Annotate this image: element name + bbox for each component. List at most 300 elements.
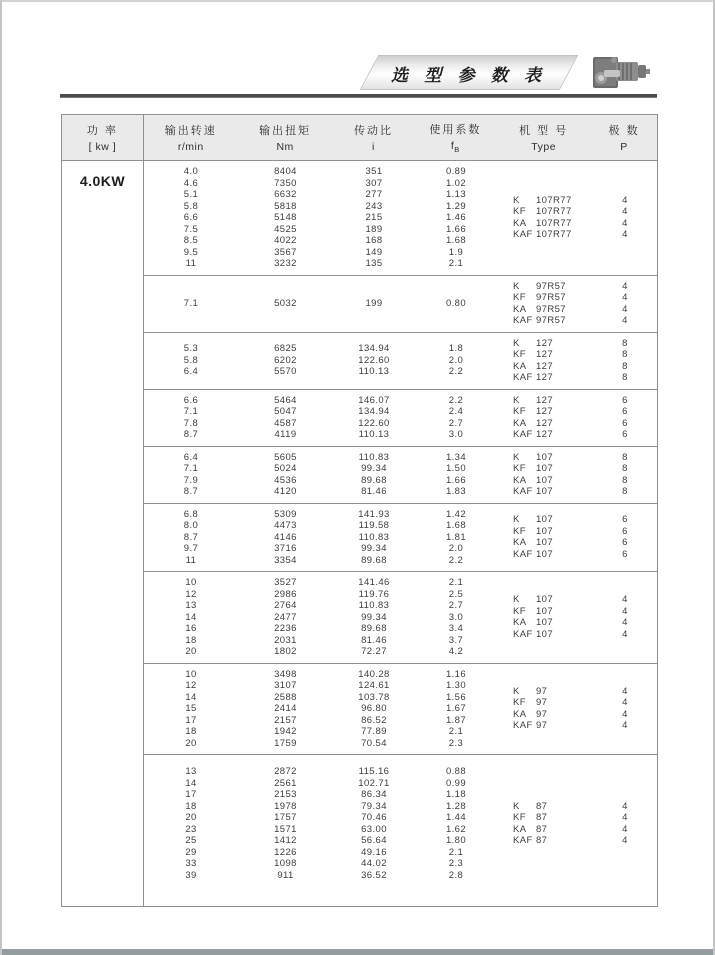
fb-value: 0.80: [445, 297, 467, 309]
speed-value-column: [144, 395, 238, 441]
poles-value: 4: [622, 280, 628, 292]
torque-value-column: [238, 509, 333, 567]
selection-table: [61, 114, 658, 907]
type-prefix: K: [513, 514, 520, 526]
fb-value: 1.30: [445, 680, 467, 691]
col-header-factor-unit: $f_B$: [450, 139, 460, 155]
type-label: [497, 812, 592, 824]
torque-value: 4536: [274, 474, 297, 486]
type-prefix: K: [513, 685, 520, 697]
torque-value: 5464: [274, 394, 297, 406]
fb-value: 2.2: [448, 394, 464, 406]
torque-value: 4146: [274, 531, 297, 543]
torque-value: 911: [277, 869, 294, 881]
ratio-value: 141.46: [358, 577, 390, 588]
col-header-poles-cn: 极 数: [608, 125, 640, 137]
type-prefix: K: [513, 194, 520, 206]
poles-value: 4: [622, 206, 628, 218]
type-label: [497, 281, 592, 293]
table-group-3: [144, 333, 658, 390]
type-label: [497, 372, 592, 384]
ratio-value-column: [333, 166, 415, 270]
type-model-number: 107: [536, 628, 554, 640]
type-row: [497, 304, 658, 316]
poles-value: 8: [622, 349, 628, 360]
type-poles-column: [497, 281, 658, 327]
torque-value: 2031: [274, 634, 297, 646]
torque-value: 4525: [274, 223, 297, 235]
torque-value: 1226: [274, 846, 297, 858]
torque-value: 4120: [274, 486, 297, 497]
poles-value: 8: [622, 451, 628, 463]
fb-value: 1.66: [445, 474, 467, 486]
fb-value: 1.18: [445, 789, 467, 800]
torque-value-column: [238, 669, 333, 750]
type-prefix: KF: [513, 463, 526, 474]
fb-value: 2.3: [448, 858, 464, 869]
type-prefix: KAF: [513, 628, 533, 640]
table-group-inner: [144, 572, 658, 663]
ratio-value: 89.68: [361, 554, 387, 566]
type-poles-column: [497, 452, 658, 498]
type-prefix: KA: [513, 303, 527, 315]
torque-value: 5570: [274, 366, 297, 378]
type-poles-column: [497, 594, 658, 640]
speed-value: 29: [185, 846, 197, 858]
col-header-type-unit: Type: [531, 141, 557, 153]
fb-value-column: [415, 166, 497, 270]
fb-value: 1.44: [445, 812, 467, 823]
torque-value: 6825: [274, 343, 297, 355]
poles-value: 4: [622, 835, 628, 846]
table-group-2: [144, 276, 658, 333]
type-row: [497, 361, 658, 373]
fb-value: 2.2: [448, 366, 464, 378]
fb-value-column: [415, 343, 497, 378]
type-prefix: KAF: [513, 720, 533, 732]
ratio-value-column: [333, 669, 415, 750]
ratio-value: 110.83: [358, 531, 390, 543]
torque-value: 5024: [274, 463, 297, 474]
fb-value-column: [415, 766, 497, 881]
type-label: [497, 349, 592, 361]
speed-value: 39: [185, 869, 197, 881]
table-group-inner: [144, 161, 658, 275]
ratio-value: 44.02: [361, 858, 387, 869]
torque-value: 5148: [274, 212, 297, 223]
speed-value: 12: [185, 588, 197, 600]
poles-value: 4: [622, 605, 628, 617]
speed-value: 20: [185, 737, 197, 749]
col-header-ratio-cn: 传动比: [353, 125, 393, 137]
ratio-value-column: [333, 766, 415, 881]
type-prefix: KF: [513, 292, 526, 303]
fb-value: 3.4: [448, 623, 464, 634]
poles-value: 6: [622, 394, 628, 406]
speed-value: 14: [185, 611, 197, 623]
speed-value: 8.7: [183, 429, 199, 440]
fb-value-column: [415, 452, 497, 498]
type-row: [497, 372, 658, 384]
ratio-value-column: [333, 298, 415, 310]
type-model-number: 107: [536, 537, 554, 549]
torque-value: 5047: [274, 406, 297, 417]
col-header-speed: [144, 115, 238, 160]
poles-value: 6: [622, 417, 628, 429]
col-header-poles: [591, 115, 657, 160]
fb-value: 1.87: [445, 714, 467, 726]
type-prefix: KAF: [513, 835, 533, 846]
type-model-number: 107: [536, 463, 554, 474]
type-label: [497, 486, 592, 498]
type-label: [497, 537, 592, 549]
table-group-5: [144, 447, 658, 504]
torque-value: 4119: [274, 429, 297, 440]
poles-value: 8: [622, 360, 628, 372]
speed-value: 8.7: [183, 486, 199, 497]
ratio-value: 99.34: [361, 611, 387, 623]
type-row: [497, 720, 658, 732]
table-group-inner: [144, 333, 658, 389]
type-prefix: KA: [513, 217, 527, 229]
col-header-power-unit: [ kw ]: [88, 141, 117, 153]
fb-value: 3.0: [448, 429, 464, 440]
ratio-value: 351: [365, 166, 383, 177]
type-label: [497, 606, 592, 618]
fb-value: 4.2: [448, 646, 464, 657]
torque-value: 6632: [274, 189, 297, 200]
fb-value: 2.1: [448, 726, 464, 737]
type-prefix: K: [513, 594, 520, 606]
poles-value: 6: [622, 525, 628, 537]
type-prefix: KA: [513, 708, 527, 720]
torque-value: 2561: [274, 777, 297, 789]
speed-value: 33: [185, 858, 197, 869]
ratio-value: 189: [365, 223, 383, 235]
ratio-value: 99.34: [361, 543, 387, 554]
poles-value: 6: [622, 537, 628, 549]
type-poles-column: [497, 514, 658, 560]
col-header-power-cn: 功 率: [86, 125, 118, 137]
poles-value: 8: [622, 372, 628, 383]
col-header-type-cn: 机 型 号: [519, 125, 569, 137]
ratio-value: 103.78: [358, 691, 390, 703]
col-header-factor: [414, 115, 496, 160]
fb-value: 2.8: [448, 869, 464, 881]
table-group-7: [144, 572, 658, 664]
type-prefix: K: [513, 394, 520, 406]
torque-value: 2872: [274, 766, 297, 777]
ratio-value: 70.46: [361, 812, 387, 823]
ratio-value: 63.00: [361, 823, 387, 835]
ratio-value-column: [333, 577, 415, 658]
ratio-value: 134.94: [358, 343, 390, 355]
type-prefix: KAF: [513, 372, 533, 383]
speed-value-column: [144, 298, 238, 310]
col-header-torque-cn: 输出扭矩: [259, 125, 312, 137]
type-label: [497, 526, 592, 538]
type-model-number: 87: [536, 835, 548, 846]
ratio-value: 141.93: [358, 508, 390, 520]
speed-value: 6.6: [183, 394, 199, 406]
type-row: [497, 463, 658, 475]
type-row: [497, 709, 658, 721]
fb-value: 1.68: [445, 235, 467, 246]
poles-value: 4: [622, 720, 628, 732]
torque-value: 4022: [274, 235, 297, 246]
torque-value: 2764: [274, 600, 297, 611]
torque-value: 2986: [274, 588, 297, 600]
torque-value: 2236: [274, 623, 297, 634]
type-label: [497, 229, 592, 241]
torque-value: 1978: [274, 800, 297, 812]
type-label: [497, 594, 592, 606]
type-row: [497, 229, 658, 241]
type-prefix: KA: [513, 360, 527, 372]
speed-value-column: [144, 452, 238, 498]
torque-value-column: [238, 166, 333, 270]
type-label: [497, 195, 592, 207]
speed-value: 8.5: [183, 235, 199, 246]
type-label: [497, 463, 592, 475]
ratio-value: 56.64: [361, 835, 387, 846]
torque-value-column: [238, 766, 333, 881]
fb-value: 1.42: [445, 508, 467, 520]
torque-value: 1802: [274, 646, 297, 657]
speed-value: 17: [185, 714, 197, 726]
table-group-1: [144, 161, 658, 276]
type-prefix: KA: [513, 823, 527, 835]
type-row: [497, 594, 658, 606]
speed-value: 4.0: [183, 166, 199, 177]
torque-value: 3716: [274, 543, 297, 554]
table-group-inner: [144, 447, 658, 503]
header-rule: [60, 94, 657, 98]
speed-value: 17: [185, 789, 197, 800]
table-body: [144, 161, 658, 906]
fb-value: 0.88: [445, 766, 467, 777]
type-label: [497, 338, 592, 350]
speed-value: 5.3: [183, 343, 199, 355]
type-label: [497, 720, 592, 732]
ratio-value: 307: [365, 177, 383, 189]
speed-value: 16: [185, 623, 197, 634]
type-row: [497, 292, 658, 304]
poles-value: 4: [622, 217, 628, 229]
torque-value: 3498: [274, 668, 297, 680]
type-row: [497, 429, 658, 441]
speed-value: 5.8: [183, 354, 199, 366]
type-model-number: 87: [536, 800, 548, 812]
type-label: [497, 292, 592, 304]
speed-value: 10: [185, 577, 197, 588]
torque-value: 1098: [274, 858, 297, 869]
speed-value: 11: [185, 554, 197, 566]
fb-value-column: [415, 577, 497, 658]
table-group-inner: [144, 664, 658, 755]
poles-value: 4: [622, 823, 628, 835]
type-model-number: 97: [536, 708, 548, 720]
table-group-4: [144, 390, 658, 447]
speed-value: 18: [185, 634, 197, 646]
speed-value: 7.8: [183, 417, 199, 429]
poles-value: 4: [622, 617, 628, 629]
speed-value: 7.1: [183, 406, 199, 417]
ratio-value: 277: [365, 189, 383, 200]
speed-value: 6.8: [183, 508, 199, 520]
ratio-value: 115.16: [358, 766, 390, 777]
type-model-number: 107: [536, 486, 554, 497]
speed-value: 7.1: [183, 463, 199, 474]
fb-value: 2.0: [448, 354, 464, 366]
speed-value: 25: [185, 835, 197, 846]
table-body-row: [62, 161, 657, 906]
table-group-9: [144, 755, 658, 906]
type-prefix: KAF: [513, 429, 533, 440]
type-row: [497, 338, 658, 350]
type-model-number: 127: [536, 417, 554, 429]
type-model-number: 107R77: [536, 229, 572, 241]
power-value: 4.0KW: [79, 173, 126, 189]
ratio-value: 77.89: [361, 726, 387, 737]
type-prefix: K: [513, 280, 520, 292]
speed-value: 20: [185, 646, 197, 657]
type-row: [497, 606, 658, 618]
type-row: [497, 452, 658, 464]
ratio-value: 36.52: [361, 869, 387, 881]
torque-value-column: [238, 452, 333, 498]
ratio-value: 89.68: [361, 623, 387, 634]
speed-value: 18: [185, 726, 197, 737]
speed-value: 8.0: [183, 520, 199, 531]
fb-value: 2.3: [448, 737, 464, 749]
poles-value: 8: [622, 474, 628, 486]
torque-value: 3567: [274, 246, 297, 258]
speed-value: 5.1: [183, 189, 199, 200]
fb-value: 1.50: [445, 463, 467, 474]
fb-value: 2.7: [448, 417, 464, 429]
speed-value: 14: [185, 691, 197, 703]
fb-value: 2.1: [448, 577, 464, 588]
speed-value: 13: [185, 766, 197, 777]
torque-value: 5818: [274, 200, 297, 212]
speed-value: 18: [185, 800, 197, 812]
type-model-number: 97R57: [536, 315, 566, 326]
type-row: [497, 281, 658, 293]
poles-value: 4: [622, 229, 628, 241]
torque-value-column: [238, 298, 333, 310]
type-prefix: K: [513, 451, 520, 463]
type-model-number: 127: [536, 349, 554, 360]
poles-value: 4: [622, 292, 628, 303]
type-row: [497, 195, 658, 207]
type-row: [497, 418, 658, 430]
type-label: [497, 617, 592, 629]
type-label: [497, 475, 592, 487]
speed-value: 15: [185, 703, 197, 714]
type-row: [497, 549, 658, 561]
poles-value: 8: [622, 337, 628, 349]
type-poles-column: [497, 686, 658, 732]
type-label: [497, 629, 592, 641]
type-label: [497, 452, 592, 464]
type-label: [497, 824, 592, 836]
ratio-value: 124.61: [358, 680, 390, 691]
type-row: [497, 206, 658, 218]
poles-value: 4: [622, 697, 628, 709]
torque-value: 1412: [274, 835, 297, 846]
ratio-value-column: [333, 509, 415, 567]
speed-value: 6.4: [183, 451, 199, 463]
type-poles-column: [497, 338, 658, 384]
ratio-value: 81.46: [361, 486, 387, 497]
type-label: [497, 206, 592, 218]
ratio-value-column: [333, 452, 415, 498]
type-model-number: 107: [536, 594, 554, 606]
ratio-value: 119.76: [358, 588, 390, 600]
fb-value: 2.1: [448, 258, 464, 269]
ratio-value: 49.16: [361, 846, 387, 858]
speed-value-column: [144, 509, 238, 567]
type-row: [497, 824, 658, 836]
speed-value: 13: [185, 600, 197, 611]
type-prefix: KF: [513, 206, 526, 218]
ratio-value: 99.34: [361, 463, 387, 474]
table-group-inner: [144, 276, 658, 332]
type-row: [497, 801, 658, 813]
torque-value: 1757: [274, 812, 297, 823]
type-row: [497, 218, 658, 230]
type-model-number: 97R57: [536, 303, 566, 315]
speed-value: 9.7: [183, 543, 199, 554]
col-header-poles-unit: P: [620, 141, 628, 153]
speed-value: 7.1: [183, 297, 199, 309]
type-model-number: 97: [536, 720, 548, 732]
fb-value: 1.16: [445, 668, 467, 680]
type-prefix: KAF: [513, 486, 533, 497]
poles-value: 4: [622, 315, 628, 326]
fb-value: 1.83: [445, 486, 467, 497]
type-model-number: 127: [536, 429, 554, 440]
fb-value: 2.1: [448, 846, 464, 858]
table-group-6: [144, 504, 658, 573]
torque-value: 1942: [274, 726, 297, 737]
type-row: [497, 686, 658, 698]
type-label: [497, 218, 592, 230]
poles-value: 8: [622, 486, 628, 497]
type-model-number: 97: [536, 697, 548, 709]
type-prefix: KA: [513, 474, 527, 486]
type-model-number: 107R77: [536, 206, 572, 218]
speed-value: 20: [185, 812, 197, 823]
ratio-value: 89.68: [361, 474, 387, 486]
col-header-type: [496, 115, 591, 160]
type-label: [497, 429, 592, 441]
ratio-value: 215: [365, 212, 383, 223]
fb-value: 1.02: [445, 177, 467, 189]
speed-value: 7.5: [183, 223, 199, 235]
fb-value: 1.13: [445, 189, 467, 200]
type-label: [497, 835, 592, 847]
type-label: [497, 406, 592, 418]
poles-value: 4: [622, 303, 628, 315]
torque-value: 3527: [274, 577, 297, 588]
fb-value: 1.9: [448, 246, 464, 258]
fb-value: 2.5: [448, 588, 464, 600]
torque-value: 8404: [274, 166, 297, 177]
type-model-number: 127: [536, 406, 554, 417]
speed-value-column: [144, 766, 238, 881]
